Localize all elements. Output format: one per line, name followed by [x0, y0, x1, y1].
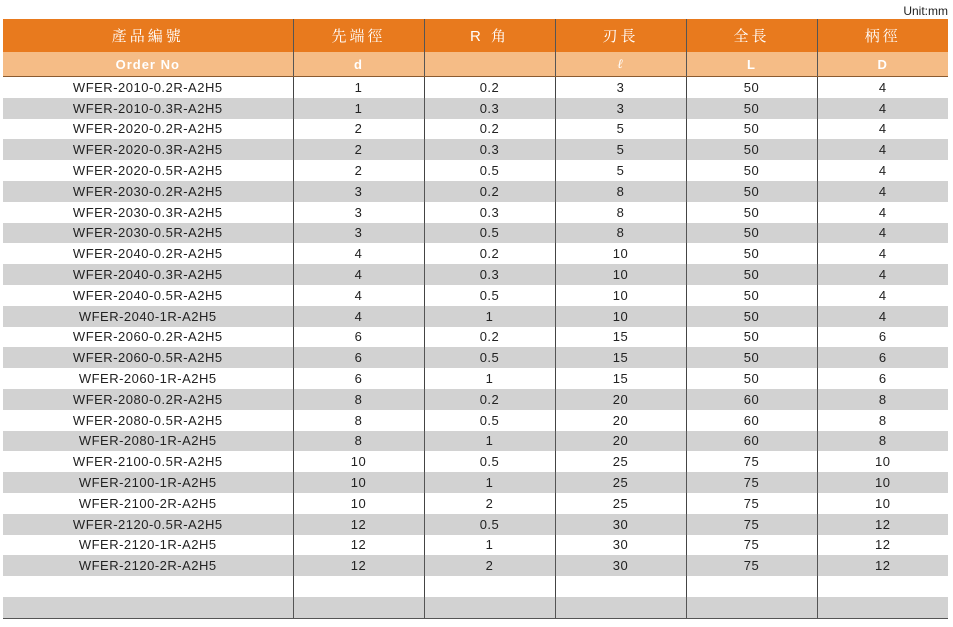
- table-row: [3, 410, 948, 431]
- order-no-cell: WFER-2030-0.5R-A2H5: [3, 223, 293, 244]
- overall-length-cell: 50: [686, 368, 817, 389]
- order-no-cell: [3, 576, 293, 597]
- table-row: [3, 98, 948, 119]
- shank-diameter-cell: 4: [817, 181, 948, 202]
- flute-length-cell: 25: [555, 493, 686, 514]
- d-cell: 2: [293, 119, 424, 140]
- subheader-d: d: [293, 52, 424, 77]
- flute-length-cell: 5: [555, 119, 686, 140]
- flute-length-cell: 5: [555, 139, 686, 160]
- subheader-order-no: Order No: [3, 52, 293, 77]
- r-cell: 0.2: [424, 77, 555, 98]
- flute-length-cell: 10: [555, 285, 686, 306]
- table-row: [3, 306, 948, 327]
- shank-diameter-cell: 4: [817, 223, 948, 244]
- overall-length-cell: 50: [686, 77, 817, 98]
- overall-length-cell: 50: [686, 202, 817, 223]
- r-cell: 0.5: [424, 410, 555, 431]
- col-header-flute-length: 刃長: [555, 19, 686, 52]
- unit-label: Unit:mm: [903, 4, 948, 18]
- shank-diameter-cell: 8: [817, 431, 948, 452]
- shank-diameter-cell: 4: [817, 243, 948, 264]
- shank-diameter-cell: 6: [817, 327, 948, 348]
- subheader-r: [424, 52, 555, 77]
- overall-length-cell: 50: [686, 181, 817, 202]
- r-cell: 1: [424, 472, 555, 493]
- d-cell: 3: [293, 223, 424, 244]
- shank-diameter-cell: 4: [817, 77, 948, 98]
- order-no-cell: WFER-2120-1R-A2H5: [78, 537, 217, 553]
- d-cell: 2: [293, 139, 424, 160]
- d-cell: 10: [293, 493, 424, 514]
- d-cell: 6: [293, 347, 424, 368]
- r-cell: 0.5: [424, 285, 555, 306]
- d-cell: 6: [293, 327, 424, 348]
- overall-length-cell: 75: [686, 451, 817, 472]
- table-row: [3, 202, 948, 223]
- order-no-cell: [3, 597, 293, 618]
- flute-length-cell: 20: [555, 389, 686, 410]
- shank-diameter-cell: 4: [817, 264, 948, 285]
- overall-length-cell: 50: [686, 160, 817, 181]
- flute-length-cell: 25: [555, 472, 686, 493]
- order-no-cell: WFER-2080-0.5R-A2H5: [72, 412, 223, 428]
- flute-length-cell: 3: [555, 77, 686, 98]
- shank-diameter-cell: 6: [817, 347, 948, 368]
- d-cell: 3: [293, 202, 424, 223]
- order-no-cell: WFER-2060-1R-A2H5: [78, 371, 217, 387]
- r-cell: 0.5: [424, 451, 555, 472]
- overall-length-cell: 60: [686, 389, 817, 410]
- subheader-l-small: ℓ: [555, 52, 686, 77]
- shank-diameter-cell: 4: [817, 202, 948, 223]
- overall-length-cell: 75: [686, 555, 817, 576]
- shank-diameter-cell: 4: [817, 98, 948, 119]
- r-cell: 0.5: [424, 514, 555, 535]
- order-no-cell: WFER-2100-1R-A2H5: [3, 472, 293, 493]
- overall-length-cell: 60: [686, 431, 817, 452]
- order-no-cell: WFER-2060-0.5R-A2H5: [3, 347, 293, 368]
- flute-length-cell: 8: [555, 202, 686, 223]
- shank-diameter-cell: 4: [817, 285, 948, 306]
- order-no-cell: WFER-2040-1R-A2H5: [3, 306, 293, 327]
- table-row: [3, 327, 948, 348]
- table-row: [3, 285, 948, 306]
- r-cell: [424, 597, 555, 618]
- col-header-overall-length: 全長: [686, 19, 817, 52]
- r-cell: 0.5: [424, 347, 555, 368]
- d-cell: 1: [293, 77, 424, 98]
- flute-length-cell: 8: [555, 181, 686, 202]
- table-row: [3, 451, 948, 472]
- table-row: [3, 139, 948, 160]
- overall-length-cell: 50: [686, 243, 817, 264]
- order-no-cell: WFER-2040-0.2R-A2H5: [72, 246, 223, 262]
- order-no-cell: WFER-2010-0.3R-A2H5: [3, 98, 293, 119]
- order-no-cell: WFER-2030-0.3R-A2H5: [72, 204, 223, 220]
- r-cell: 0.3: [424, 202, 555, 223]
- shank-diameter-cell: 12: [817, 514, 948, 535]
- r-cell: 0.3: [424, 98, 555, 119]
- product-spec-table: [3, 19, 948, 619]
- flute-length-cell: [555, 597, 686, 618]
- r-cell: 1: [424, 535, 555, 556]
- header-row: [3, 19, 948, 52]
- table-row: [3, 431, 948, 452]
- order-no-cell: WFER-2080-1R-A2H5: [3, 431, 293, 452]
- col-header-corner-radius: R 角: [424, 19, 555, 52]
- order-no-cell: WFER-2120-0.5R-A2H5: [3, 514, 293, 535]
- shank-diameter-cell: 4: [817, 306, 948, 327]
- order-no-cell: WFER-2100-0.5R-A2H5: [72, 454, 223, 470]
- table-row: [3, 493, 948, 514]
- order-no-cell: WFER-2010-0.2R-A2H5: [72, 79, 223, 95]
- order-no-cell: WFER-2030-0.2R-A2H5: [3, 181, 293, 202]
- r-cell: 0.3: [424, 264, 555, 285]
- table-row: [3, 119, 948, 140]
- table-row: [3, 597, 948, 618]
- overall-length-cell: 60: [686, 410, 817, 431]
- r-cell: 2: [424, 555, 555, 576]
- flute-length-cell: 10: [555, 243, 686, 264]
- shank-diameter-cell: 12: [817, 555, 948, 576]
- table-row: [3, 264, 948, 285]
- flute-length-cell: 30: [555, 555, 686, 576]
- d-cell: 6: [293, 368, 424, 389]
- overall-length-cell: 50: [686, 285, 817, 306]
- order-no-cell: WFER-2020-0.5R-A2H5: [72, 163, 223, 179]
- table-body: [3, 77, 948, 619]
- d-cell: 4: [293, 306, 424, 327]
- subheader-row: [3, 52, 948, 77]
- table-row: [3, 368, 948, 389]
- r-cell: 2: [424, 493, 555, 514]
- table-row: [3, 514, 948, 535]
- table-row: [3, 576, 948, 597]
- order-no-cell: WFER-2040-0.5R-A2H5: [72, 287, 223, 303]
- order-no-cell: WFER-2020-0.3R-A2H5: [3, 139, 293, 160]
- overall-length-cell: 50: [686, 264, 817, 285]
- r-cell: 1: [424, 431, 555, 452]
- r-cell: 0.3: [424, 139, 555, 160]
- overall-length-cell: 50: [686, 327, 817, 348]
- r-cell: 0.5: [424, 160, 555, 181]
- overall-length-cell: 75: [686, 514, 817, 535]
- d-cell: 12: [293, 535, 424, 556]
- shank-diameter-cell: [817, 576, 948, 597]
- d-cell: 10: [293, 472, 424, 493]
- flute-length-cell: [555, 576, 686, 597]
- overall-length-cell: 75: [686, 535, 817, 556]
- order-no-cell: WFER-2060-0.2R-A2H5: [72, 329, 223, 345]
- d-cell: 2: [293, 160, 424, 181]
- flute-length-cell: 15: [555, 327, 686, 348]
- flute-length-cell: 20: [555, 431, 686, 452]
- flute-length-cell: 10: [555, 306, 686, 327]
- flute-length-cell: 30: [555, 514, 686, 535]
- r-cell: 1: [424, 368, 555, 389]
- flute-length-cell: 25: [555, 451, 686, 472]
- shank-diameter-cell: 8: [817, 410, 948, 431]
- d-cell: 12: [293, 555, 424, 576]
- overall-length-cell: 50: [686, 223, 817, 244]
- d-cell: 10: [293, 451, 424, 472]
- order-no-cell: WFER-2020-0.2R-A2H5: [72, 121, 223, 137]
- overall-length-cell: 50: [686, 119, 817, 140]
- order-no-cell: WFER-2040-0.3R-A2H5: [3, 264, 293, 285]
- table-row: [3, 347, 948, 368]
- order-no-cell: WFER-2080-0.2R-A2H5: [3, 389, 293, 410]
- overall-length-cell: [686, 597, 817, 618]
- table-row: [3, 555, 948, 576]
- flute-length-cell: 30: [555, 535, 686, 556]
- shank-diameter-cell: 10: [817, 472, 948, 493]
- subheader-l: L: [686, 52, 817, 77]
- d-cell: 4: [293, 285, 424, 306]
- d-cell: 4: [293, 243, 424, 264]
- table-row: [3, 223, 948, 244]
- table-row: [3, 389, 948, 410]
- r-cell: 0.2: [424, 243, 555, 264]
- table-row: [3, 77, 948, 98]
- table-row: [3, 472, 948, 493]
- d-cell: 1: [293, 98, 424, 119]
- flute-length-cell: 8: [555, 223, 686, 244]
- shank-diameter-cell: 12: [817, 535, 948, 556]
- shank-diameter-cell: 10: [817, 451, 948, 472]
- table-row: [3, 535, 948, 556]
- overall-length-cell: 50: [686, 98, 817, 119]
- d-cell: [293, 576, 424, 597]
- flute-length-cell: 10: [555, 264, 686, 285]
- overall-length-cell: 50: [686, 347, 817, 368]
- shank-diameter-cell: 4: [817, 139, 948, 160]
- overall-length-cell: 50: [686, 306, 817, 327]
- col-header-tip-diameter: 先端徑: [293, 19, 424, 52]
- r-cell: 1: [424, 306, 555, 327]
- order-no-cell: WFER-2100-2R-A2H5: [78, 495, 217, 511]
- d-cell: 8: [293, 410, 424, 431]
- table-row: [3, 181, 948, 202]
- flute-length-cell: 20: [555, 410, 686, 431]
- r-cell: 0.5: [424, 223, 555, 244]
- shank-diameter-cell: 6: [817, 368, 948, 389]
- r-cell: 0.2: [424, 181, 555, 202]
- shank-diameter-cell: 4: [817, 160, 948, 181]
- overall-length-cell: 50: [686, 139, 817, 160]
- col-header-shank-diameter: 柄徑: [817, 19, 948, 52]
- shank-diameter-cell: 10: [817, 493, 948, 514]
- flute-length-cell: 3: [555, 98, 686, 119]
- shank-diameter-cell: 8: [817, 389, 948, 410]
- r-cell: 0.2: [424, 119, 555, 140]
- subheader-shank-d: D: [817, 52, 948, 77]
- overall-length-cell: 75: [686, 472, 817, 493]
- flute-length-cell: 15: [555, 368, 686, 389]
- overall-length-cell: [686, 576, 817, 597]
- r-cell: [424, 576, 555, 597]
- d-cell: [293, 597, 424, 618]
- r-cell: 0.2: [424, 389, 555, 410]
- d-cell: 8: [293, 389, 424, 410]
- overall-length-cell: 75: [686, 493, 817, 514]
- table-row: [3, 160, 948, 181]
- flute-length-cell: 5: [555, 160, 686, 181]
- order-no-cell: WFER-2120-2R-A2H5: [3, 555, 293, 576]
- d-cell: 4: [293, 264, 424, 285]
- d-cell: 3: [293, 181, 424, 202]
- flute-length-cell: 15: [555, 347, 686, 368]
- shank-diameter-cell: 4: [817, 119, 948, 140]
- d-cell: 12: [293, 514, 424, 535]
- table-row: [3, 243, 948, 264]
- d-cell: 8: [293, 431, 424, 452]
- col-header-order-no: 產品編號: [3, 19, 293, 52]
- shank-diameter-cell: [817, 597, 948, 618]
- r-cell: 0.2: [424, 327, 555, 348]
